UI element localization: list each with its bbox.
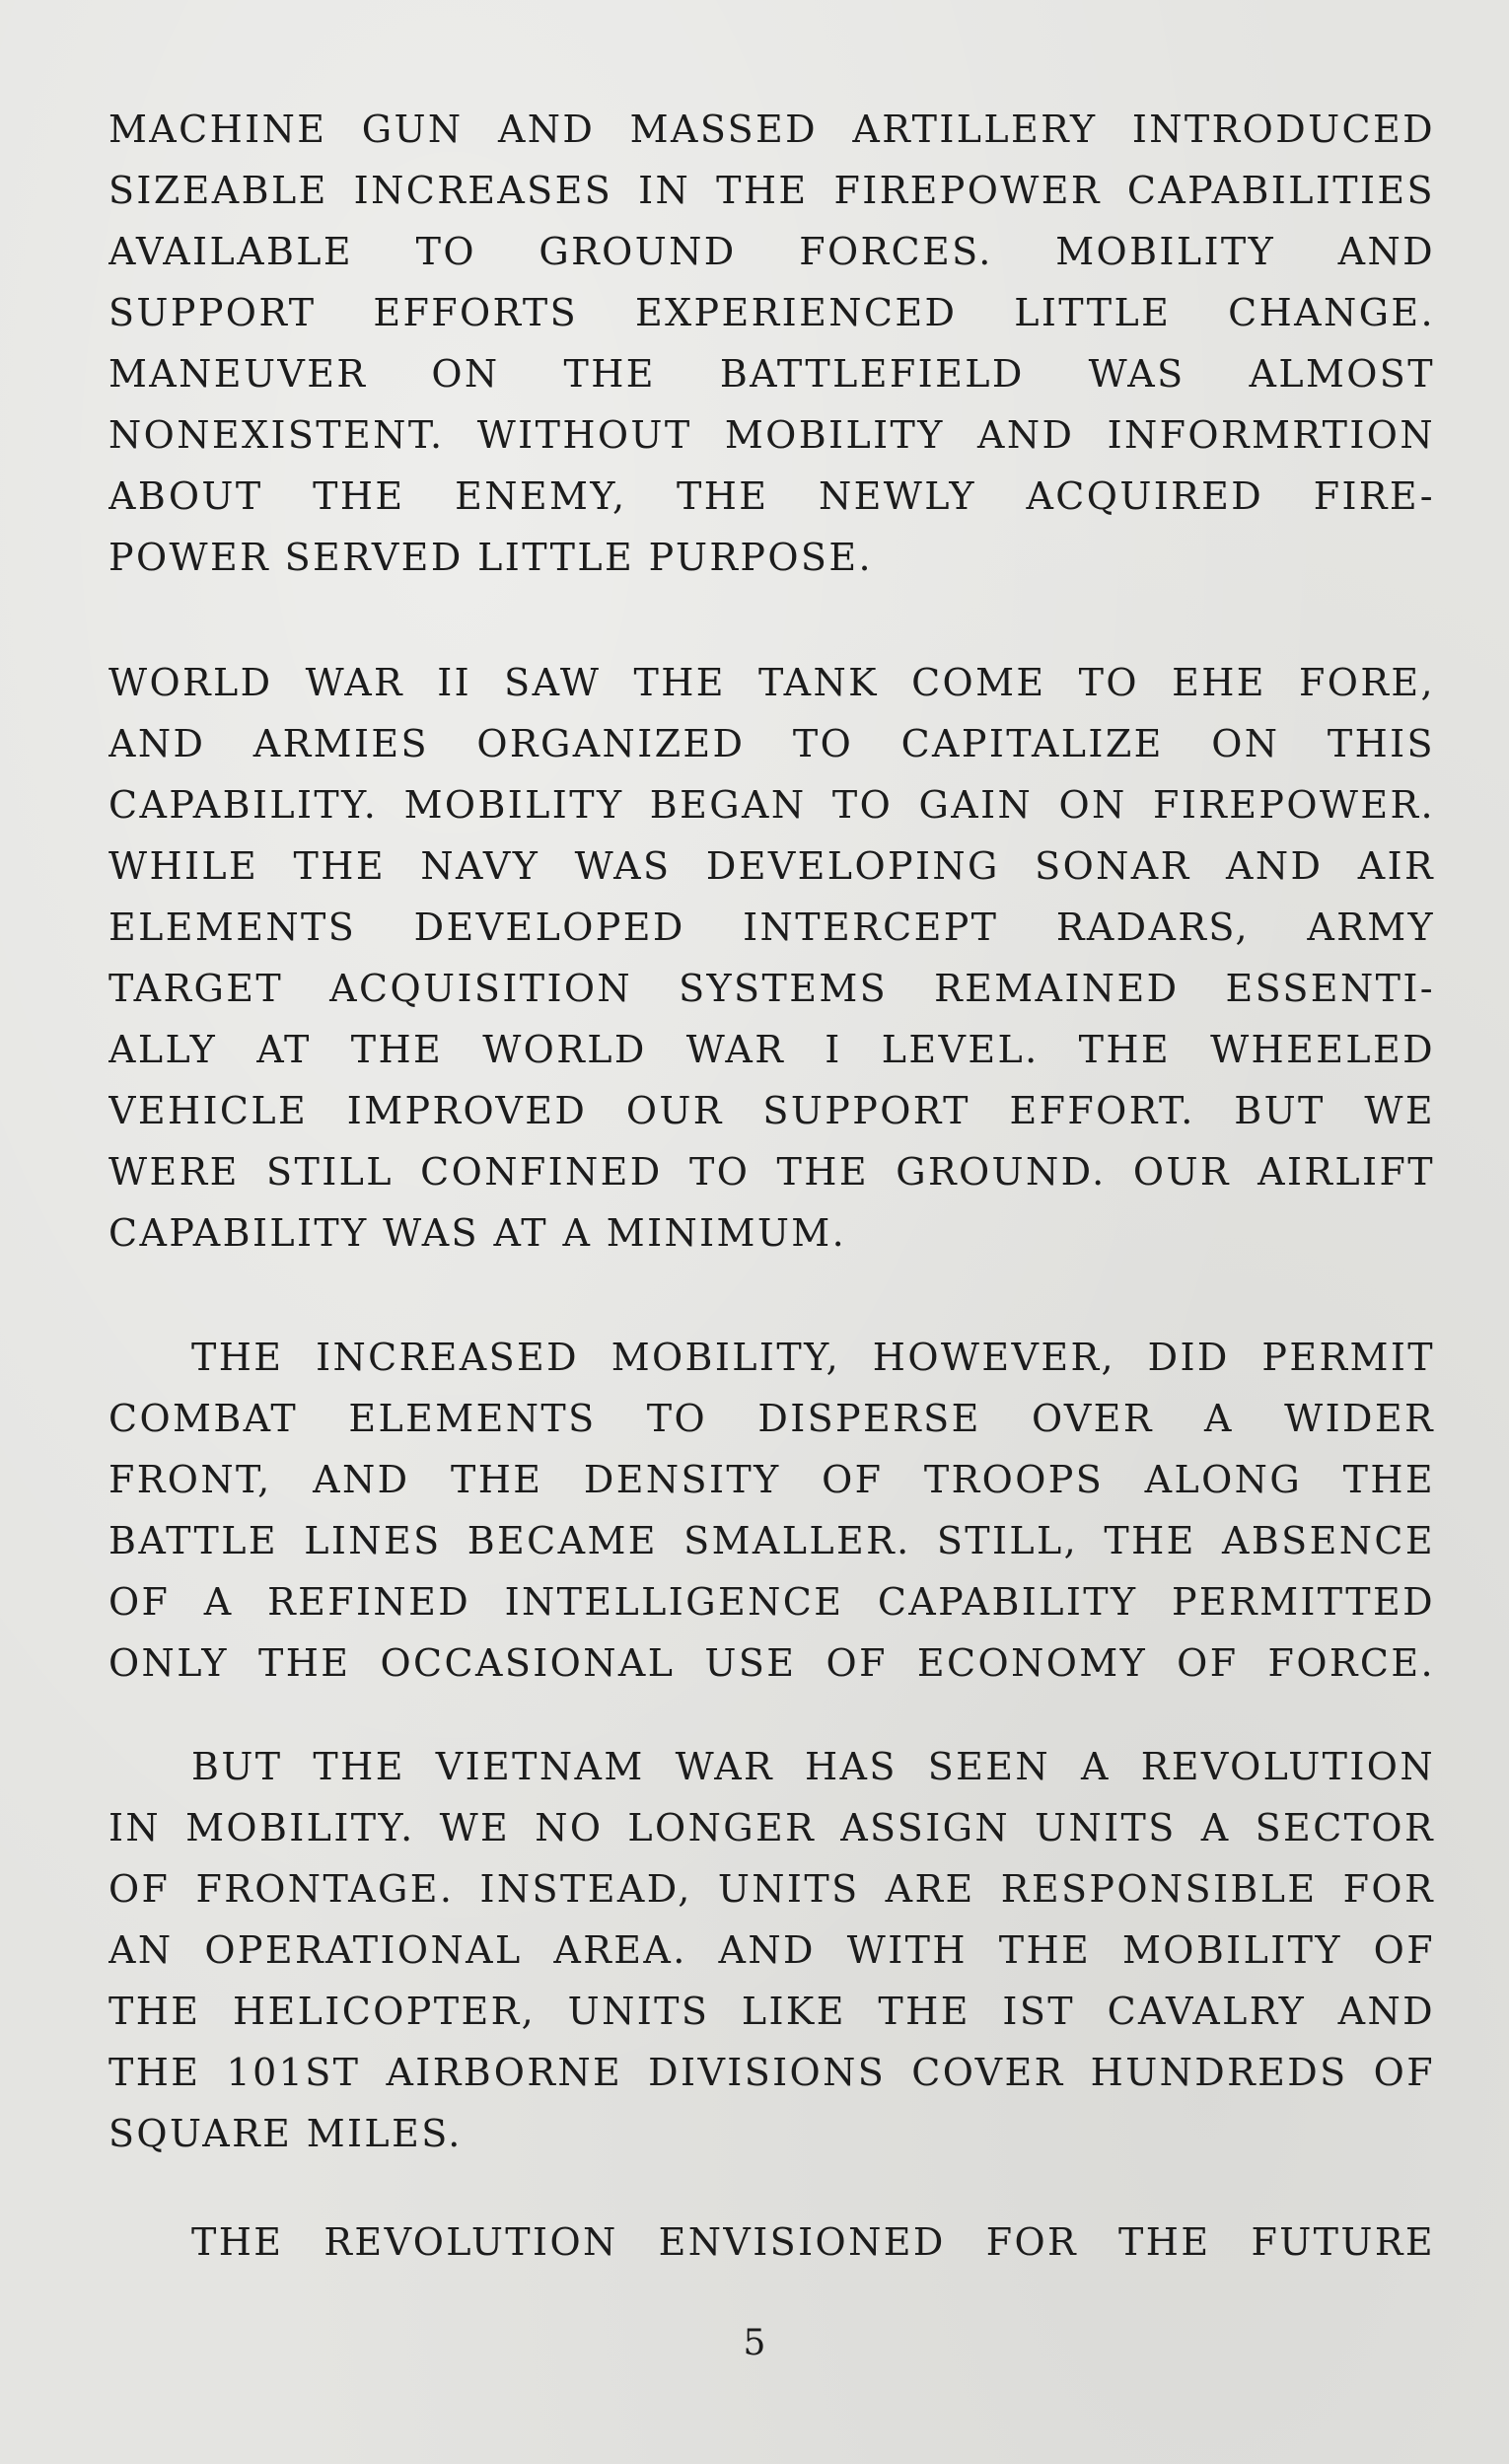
paragraph-1 bbox=[108, 99, 1435, 588]
paragraph-3 bbox=[108, 1327, 1435, 1694]
text-line: THE REVOLUTION ENVISIONED FOR THE FUTURE bbox=[191, 2220, 1435, 2264]
text-line: THE 101ST AIRBORNE DIVISIONS COVER HUNDREDS OF bbox=[108, 2051, 1435, 2094]
text-line: SUPPORT EFFORTS EXPERIENCED LITTLE CHANGE. bbox=[108, 291, 1435, 334]
text-line: VEHICLE IMPROVED OUR SUPPORT EFFORT. BUT WE bbox=[108, 1089, 1435, 1132]
text-line: AVAILABLE TO GROUND FORCES. MOBILITY AND bbox=[108, 230, 1435, 273]
text-line: SQUARE MILES. bbox=[108, 2112, 463, 2155]
text-line: BATTLE LINES BECAME SMALLER. STILL, THE ABSENCE bbox=[108, 1519, 1435, 1562]
text-line: AN OPERATIONAL AREA. AND WITH THE MOBILITY OF bbox=[108, 1928, 1435, 1972]
text-line: WORLD WAR II SAW THE TANK COME TO EHE FORE, bbox=[108, 661, 1435, 704]
text-line: COMBAT ELEMENTS TO DISPERSE OVER A WIDER bbox=[108, 1397, 1435, 1440]
text-line: FRONT, AND THE DENSITY OF TROOPS ALONG THE bbox=[108, 1458, 1435, 1501]
paragraph-body bbox=[108, 1327, 1435, 1694]
text-line: OF A REFINED INTELLIGENCE CAPABILITY PERMITTED bbox=[108, 1580, 1435, 1624]
paragraph-body bbox=[108, 99, 1435, 588]
text-line: CAPABILITY. MOBILITY BEGAN TO GAIN ON FIREPOWER. bbox=[108, 783, 1435, 827]
text-line: CAPABILITY WAS AT A MINIMUM. bbox=[108, 1211, 847, 1255]
text-line: THE INCREASED MOBILITY, HOWEVER, DID PERMIT bbox=[191, 1336, 1435, 1379]
paragraph-4 bbox=[108, 1736, 1435, 2164]
text-line: ABOUT THE ENEMY, THE NEWLY ACQUIRED FIRE- bbox=[108, 474, 1435, 518]
text-line: MANEUVER ON THE BATTLEFIELD WAS ALMOST bbox=[108, 352, 1435, 396]
text-line: AND ARMIES ORGANIZED TO CAPITALIZE ON THIS bbox=[108, 722, 1435, 765]
paragraph-body bbox=[108, 2211, 1435, 2273]
text-line: MACHINE GUN AND MASSED ARTILLERY INTRODUCED bbox=[108, 108, 1435, 151]
text-line: TARGET ACQUISITION SYSTEMS REMAINED ESSENTI- bbox=[108, 967, 1435, 1010]
text-line: BUT THE VIETNAM WAR HAS SEEN A REVOLUTION bbox=[191, 1745, 1435, 1788]
text-line: WHILE THE NAVY WAS DEVELOPING SONAR AND AIR bbox=[108, 844, 1435, 888]
text-line: THE HELICOPTER, UNITS LIKE THE IST CAVALRY AND bbox=[108, 1990, 1435, 2033]
text-line: ONLY THE OCCASIONAL USE OF ECONOMY OF FORCE. bbox=[108, 1641, 1435, 1685]
text-line: SIZEABLE INCREASES IN THE FIREPOWER CAPABILITIES bbox=[108, 169, 1435, 212]
text-line: OF FRONTAGE. INSTEAD, UNITS ARE RESPONSIBLE FOR bbox=[108, 1867, 1435, 1911]
paragraph-5 bbox=[108, 2211, 1435, 2273]
text-line: WERE STILL CONFINED TO THE GROUND. OUR AIRLIFT bbox=[108, 1150, 1435, 1194]
text-line: POWER SERVED LITTLE PURPOSE. bbox=[108, 536, 873, 579]
page-number: 5 bbox=[743, 2323, 766, 2363]
text-line: ELEMENTS DEVELOPED INTERCEPT RADARS, ARMY bbox=[108, 906, 1435, 949]
text-line: NONEXISTENT. WITHOUT MOBILITY AND INFORMRTION bbox=[108, 413, 1435, 457]
paragraph-body bbox=[108, 1736, 1435, 2164]
text-line: IN MOBILITY. WE NO LONGER ASSIGN UNITS A SECTOR bbox=[108, 1806, 1435, 1849]
text-line: ALLY AT THE WORLD WAR I LEVEL. THE WHEELED bbox=[108, 1028, 1435, 1071]
paragraph-2 bbox=[108, 652, 1435, 1264]
paragraph-body bbox=[108, 652, 1435, 1264]
